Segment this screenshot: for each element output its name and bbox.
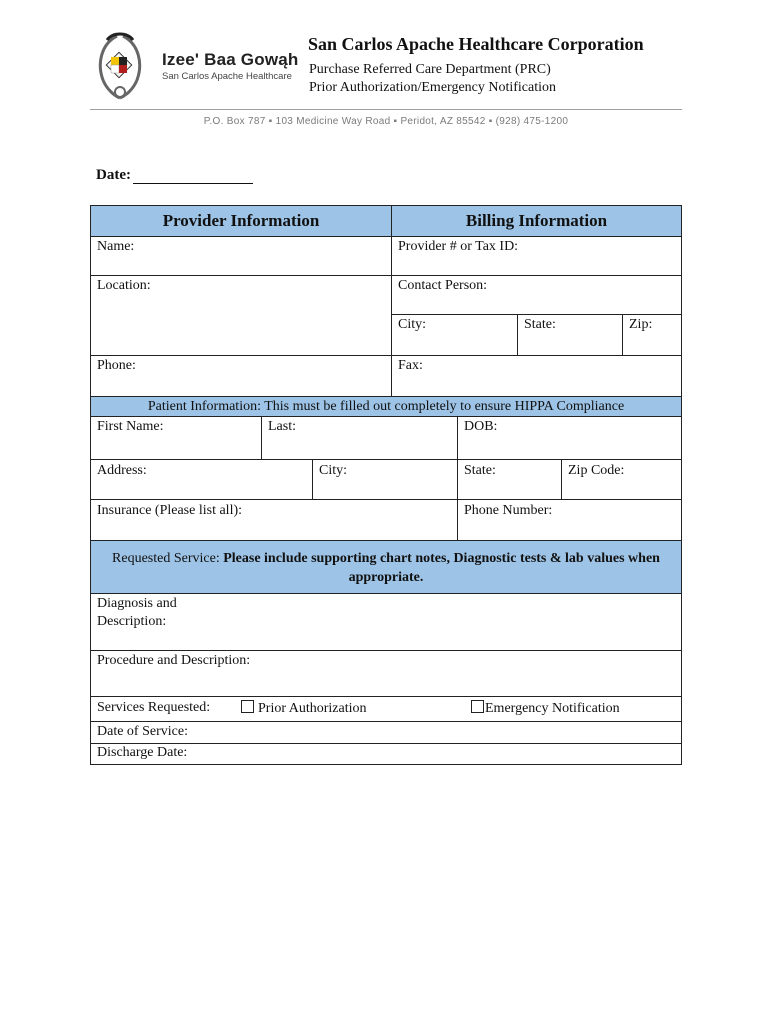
billing-city-field[interactable] bbox=[391, 315, 517, 355]
form-row-name bbox=[90, 237, 682, 276]
form-row-services-requested bbox=[90, 697, 682, 722]
prior-authorization-checkbox[interactable] bbox=[241, 700, 254, 713]
procedure-label: Procedure and Description: bbox=[97, 653, 251, 668]
patient-city-label: City: bbox=[319, 463, 348, 478]
patient-zip-field[interactable] bbox=[561, 460, 681, 499]
provider-id-field[interactable] bbox=[391, 237, 681, 275]
patient-phone-label: Phone Number: bbox=[464, 503, 553, 518]
form-row-insurance bbox=[90, 500, 682, 541]
emergency-notification-label: Emergency Notification bbox=[485, 701, 620, 716]
organization-name: San Carlos Apache Healthcare Corporation bbox=[308, 34, 644, 54]
patient-last-name-field[interactable] bbox=[261, 417, 457, 459]
patient-phone-field[interactable] bbox=[457, 500, 681, 540]
provider-id-label: Provider # or Tax ID: bbox=[398, 239, 519, 254]
department-name: Purchase Referred Care Department (PRC) bbox=[309, 62, 551, 77]
date-input-line[interactable] bbox=[133, 169, 253, 184]
billing-fax-field[interactable] bbox=[391, 356, 681, 396]
requested-service-prefix: Requested Service: bbox=[112, 551, 224, 566]
patient-address-field[interactable] bbox=[91, 460, 312, 499]
patient-zip-label: Zip Code: bbox=[568, 463, 625, 478]
patient-state-label: State: bbox=[464, 463, 496, 478]
form-row-location bbox=[90, 276, 682, 356]
services-requested-label: Services Requested: bbox=[97, 700, 211, 715]
logo-emblem bbox=[95, 30, 145, 100]
billing-info-heading: Billing Information bbox=[391, 206, 681, 236]
requested-service-instructions: Please include supporting chart notes, Diagnostic tests & lab values when appropriate. bbox=[223, 551, 660, 585]
form-title: Prior Authorization/Emergency Notification bbox=[309, 80, 557, 95]
patient-insurance-field[interactable] bbox=[91, 500, 457, 540]
patient-address-label: Address: bbox=[97, 463, 147, 478]
date-of-service-field[interactable] bbox=[91, 722, 681, 743]
form-row-patient-address bbox=[90, 460, 682, 500]
prior-authorization-label: Prior Authorization bbox=[258, 701, 367, 716]
section-header-patient bbox=[90, 397, 682, 417]
form-row-diagnosis bbox=[90, 594, 682, 651]
form-row-date-of-service bbox=[90, 722, 682, 744]
procedure-field[interactable] bbox=[91, 651, 681, 696]
logo-wordmark bbox=[162, 50, 298, 82]
patient-info-heading: Patient Information: This must be filled out completely to ensure HIPPA Compliance bbox=[91, 397, 681, 416]
provider-location-label: Location: bbox=[97, 278, 151, 293]
billing-zip-field[interactable] bbox=[622, 315, 681, 355]
emergency-notification-option[interactable] bbox=[471, 700, 620, 717]
contact-person-field[interactable] bbox=[391, 276, 681, 315]
logo-subtitle: San Carlos Apache Healthcare bbox=[162, 71, 292, 82]
provider-phone-field[interactable] bbox=[91, 356, 391, 396]
contact-person-label: Contact Person: bbox=[398, 278, 488, 293]
section-header-service bbox=[90, 541, 682, 594]
patient-dob-label: DOB: bbox=[464, 419, 498, 434]
provider-info-heading: Provider Information bbox=[91, 206, 391, 236]
billing-state-label: State: bbox=[524, 317, 556, 332]
section-header-provider-billing bbox=[90, 205, 682, 237]
date-of-service-label: Date of Service: bbox=[97, 724, 188, 739]
provider-phone-label: Phone: bbox=[97, 358, 136, 373]
provider-name-label: Name: bbox=[97, 239, 135, 254]
diagnosis-label-line1: Diagnosis and bbox=[97, 596, 177, 611]
date-label: Date: bbox=[96, 167, 131, 183]
form-row-discharge-date bbox=[90, 744, 682, 765]
patient-dob-field[interactable] bbox=[457, 417, 681, 459]
organization-address: P.O. Box 787 ▪ 103 Medicine Way Road ▪ Peridot, AZ 85542 ▪ (928) 475-1200 bbox=[203, 116, 569, 127]
billing-zip-label: Zip: bbox=[629, 317, 653, 332]
billing-city-label: City: bbox=[398, 317, 427, 332]
billing-state-field[interactable] bbox=[517, 315, 622, 355]
patient-city-field[interactable] bbox=[312, 460, 457, 499]
patient-state-field[interactable] bbox=[457, 460, 561, 499]
form-row-patient-name bbox=[90, 417, 682, 460]
services-requested-field bbox=[91, 697, 681, 721]
emergency-notification-checkbox[interactable] bbox=[471, 700, 484, 713]
header-divider bbox=[90, 109, 682, 110]
logo-title: Izee' Baa Gowąh bbox=[162, 50, 299, 69]
discharge-date-label: Discharge Date: bbox=[97, 745, 188, 760]
prior-authorization-option[interactable] bbox=[241, 700, 367, 717]
form-row-procedure bbox=[90, 651, 682, 697]
patient-first-name-field[interactable] bbox=[91, 417, 261, 459]
patient-last-name-label: Last: bbox=[268, 419, 296, 434]
provider-name-field[interactable] bbox=[91, 237, 391, 275]
form-row-phone bbox=[90, 356, 682, 397]
patient-insurance-label: Insurance (Please list all): bbox=[97, 503, 243, 518]
diagnosis-field[interactable] bbox=[91, 594, 681, 650]
diagnosis-label-line2: Description: bbox=[97, 614, 167, 629]
date-field[interactable] bbox=[96, 167, 253, 184]
patient-first-name-label: First Name: bbox=[97, 419, 164, 434]
requested-service-heading bbox=[91, 541, 681, 593]
billing-fax-label: Fax: bbox=[398, 358, 423, 373]
discharge-date-field[interactable] bbox=[91, 744, 681, 764]
provider-location-field[interactable] bbox=[91, 276, 391, 355]
